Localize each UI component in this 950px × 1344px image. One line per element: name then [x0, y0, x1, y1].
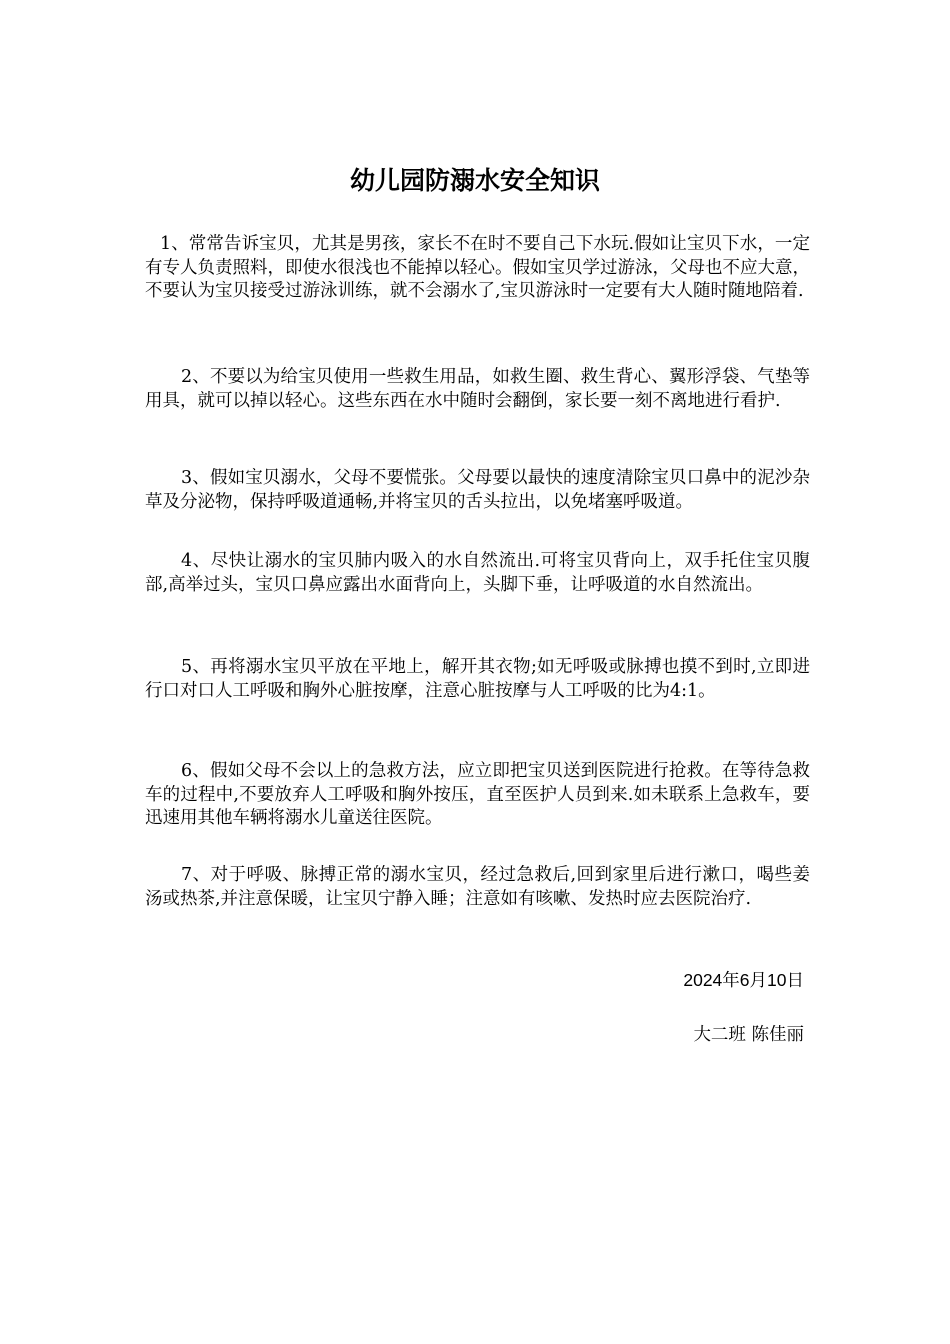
- document-title: 幼儿园防溺水安全知识: [349, 166, 600, 195]
- paragraph-5: 5、再将溺水宝贝平放在平地上，解开其衣物;如无呼吸或脉搏也摸不到时,立即进行口对口人工呼吸和胸外心脏按摩，注意心脏按摩与人工呼吸的比为4:1。: [145, 657, 810, 701]
- paragraph-2: 2、不要以为给宝贝使用一些救生用品，如救生圈、救生背心、翼形浮袋、气垫等用具，就可以掉以轻心。这些东西在水中随时会翻倒，家长要一刻不离地进行看护.: [145, 367, 810, 411]
- document-signature: 大二班 陈佳丽: [693, 1025, 804, 1045]
- paragraph-3: 3、假如宝贝溺水，父母不要慌张。父母要以最快的速度清除宝贝口鼻中的泥沙杂草及分泌物，保持呼吸道通畅,并将宝贝的舌头拉出，以免堵塞呼吸道。: [145, 468, 810, 512]
- paragraph-6: 6、假如父母不会以上的急救方法，应立即把宝贝送到医院进行抢救。在等待急救车的过程中,不要放弃人工呼吸和胸外按压，直至医护人员到来.如未联系上急救车，要迅速用其他车辆将溺水儿童送往医院。: [145, 761, 810, 828]
- paragraph-1: 1、常常告诉宝贝，尤其是男孩，家长不在时不要自己下水玩.假如让宝贝下水，一定有专人负责照料，即使水很浅也不能掉以轻心。假如宝贝学过游泳，父母也不应大意，不要认为宝贝接受过游泳训练，就不会溺水了,宝贝游泳时一定要有大人随时随地陪着.: [145, 234, 810, 301]
- paragraph-7: 7、对于呼吸、脉搏正常的溺水宝贝，经过急救后,回到家里后进行漱口，喝些姜汤或热茶,并注意保暖，让宝贝宁静入睡；注意如有咳嗽、发热时应去医院治疗.: [145, 865, 810, 909]
- paragraph-4: 4、尽快让溺水的宝贝肺内吸入的水自然流出.可将宝贝背向上，双手托住宝贝腹部,高举过头，宝贝口鼻应露出水面背向上，头脚下垂，让呼吸道的水自然流出。: [145, 551, 810, 595]
- document-date: 2024年6月10日: [683, 970, 804, 990]
